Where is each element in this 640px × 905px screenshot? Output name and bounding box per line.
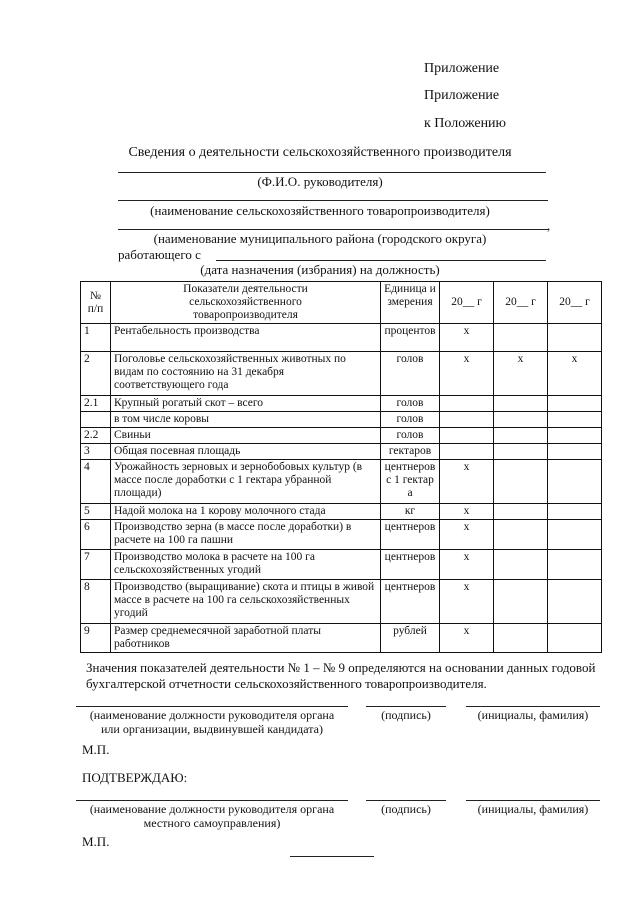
row-indicator: в том числе коровы: [111, 412, 381, 428]
appendix-reference: к Положению: [424, 116, 507, 131]
row-indicator: Размер среднемесячной заработной платы работников: [111, 624, 381, 653]
row-indicator: Надой молока на 1 корову молочного стада: [111, 504, 381, 520]
row-unit: рублей: [381, 624, 440, 653]
header-unit: Единица измерения: [381, 282, 440, 324]
row-year-2: [494, 444, 548, 460]
table-row: [81, 352, 602, 396]
row-year-1: х: [440, 460, 494, 504]
row-unit: центнеров с 1 гектара: [381, 460, 440, 504]
row-indicator: Свиньи: [111, 428, 381, 444]
row-year-2: [494, 580, 548, 624]
row-year-1: х: [440, 550, 494, 580]
row-indicator: Рентабельность производства: [111, 324, 381, 352]
row-year-2: [494, 624, 548, 653]
signature-line-1: [366, 706, 446, 707]
district-caption: (наименование муниципального района (городского округа): [153, 231, 487, 246]
row-num: 7: [81, 550, 111, 580]
indicators-table: [80, 281, 602, 653]
row-year-3: [548, 396, 602, 412]
table-row: [81, 396, 602, 412]
row-num: 8: [81, 580, 111, 624]
row-indicator: Поголовье сельскохозяйственных животных по видам по состоянию на 31 декабря соответствующего года: [111, 352, 381, 396]
row-year-1: [440, 396, 494, 412]
document-title: Сведения о деятельности сельскохозяйственного производителя: [128, 145, 512, 160]
header-year-2: 20__ г: [494, 282, 548, 324]
comma-mark: ,: [547, 218, 551, 233]
row-indicator: Общая посевная площадь: [111, 444, 381, 460]
header-year-1: 20__ г: [440, 282, 494, 324]
row-year-2: [494, 396, 548, 412]
row-year-1: х: [440, 352, 494, 396]
position-line-1: [76, 706, 348, 707]
row-unit: кг: [381, 504, 440, 520]
position-caption-2: (наименование должности руководителя органа местного самоуправления): [89, 802, 335, 830]
row-year-1: [440, 444, 494, 460]
row-indicator: Крупный рогатый скот – всего: [111, 396, 381, 412]
initials-line-2: [466, 800, 600, 801]
row-year-1: х: [440, 580, 494, 624]
row-year-3: [548, 428, 602, 444]
row-year-3: [548, 460, 602, 504]
row-num: 6: [81, 520, 111, 550]
row-year-2: х: [494, 352, 548, 396]
row-indicator: Производство зерна (в массе после доработки) в расчете на 100 га пашни: [111, 520, 381, 550]
signature-caption-2: (подпись): [381, 802, 431, 816]
table-row: [81, 504, 602, 520]
row-unit: голов: [381, 428, 440, 444]
row-unit: центнеров: [381, 550, 440, 580]
header-year-3: 20__ г: [548, 282, 602, 324]
row-year-1: х: [440, 520, 494, 550]
table-row: [81, 428, 602, 444]
row-year-2: [494, 550, 548, 580]
row-unit: процентов: [381, 324, 440, 352]
signature-caption-1: (подпись): [381, 708, 431, 722]
position-caption-1: (наименование должности руководителя органа или организации, выдвинувшей кандидата): [89, 708, 335, 736]
row-year-1: х: [440, 324, 494, 352]
row-year-3: [548, 412, 602, 428]
row-indicator: Производство молока в расчете на 100 га сельскохозяйственных угодий: [111, 550, 381, 580]
row-unit: центнеров: [381, 580, 440, 624]
row-year-3: [548, 504, 602, 520]
row-year-1: х: [440, 624, 494, 653]
table-row: [81, 324, 602, 352]
row-year-3: [548, 444, 602, 460]
row-num: 4: [81, 460, 111, 504]
row-num: 3: [81, 444, 111, 460]
fio-line: [118, 172, 546, 173]
initials-caption-1: (инициалы, фамилия): [477, 708, 589, 722]
row-indicator: Урожайность зерновых и зернобобовых культур (в массе после доработки с 1 гектара убранной площади): [111, 460, 381, 504]
row-year-2: [494, 324, 548, 352]
table-row: [81, 580, 602, 624]
appointment-caption: (дата назначения (избрания) на должность): [200, 262, 440, 277]
row-indicator: Производство (выращивание) скота и птицы в живой массе в расчете на 100 га сельскохозяйственных угодий: [111, 580, 381, 624]
table-row: [81, 520, 602, 550]
row-num: 5: [81, 504, 111, 520]
table-row: [81, 624, 602, 653]
row-unit: голов: [381, 412, 440, 428]
row-year-1: [440, 428, 494, 444]
stamp-place-1: М.П.: [82, 742, 110, 757]
row-num: 1: [81, 324, 111, 352]
producer-line: [118, 200, 548, 201]
row-year-3: х: [548, 352, 602, 396]
row-year-3: [548, 624, 602, 653]
producer-caption: (наименование сельскохозяйственного товаропроизводителя): [150, 203, 490, 218]
row-num: 2.2: [81, 428, 111, 444]
date-line: [216, 260, 546, 261]
footnote: Значения показателей деятельности № 1 – № 9 определяются на основании данных годовой бухгалтерской отчетности сельскохозяйственного товаропроизводителя.: [86, 660, 596, 691]
confirm-label: ПОДТВЕРЖДАЮ:: [82, 770, 188, 785]
initials-line-1: [466, 706, 600, 707]
row-unit: голов: [381, 352, 440, 396]
appendix-label-1: Приложение: [424, 61, 500, 76]
row-year-3: [548, 550, 602, 580]
row-unit: центнеров: [381, 520, 440, 550]
row-year-1: х: [440, 504, 494, 520]
table-row: [81, 412, 602, 428]
initials-caption-2: (инициалы, фамилия): [477, 802, 589, 816]
row-unit: гектаров: [381, 444, 440, 460]
table-header-row: [81, 282, 602, 324]
row-year-1: [440, 412, 494, 428]
signature-line-2: [366, 800, 446, 801]
row-year-3: [548, 324, 602, 352]
fio-caption: (Ф.И.О. руководителя): [257, 174, 383, 189]
row-num: [81, 412, 111, 428]
row-year-2: [494, 460, 548, 504]
row-year-2: [494, 412, 548, 428]
table-row: [81, 550, 602, 580]
row-num: 9: [81, 624, 111, 653]
row-unit: голов: [381, 396, 440, 412]
table-row: [81, 444, 602, 460]
closing-rule: [290, 856, 374, 857]
appendix-label-2: Приложение: [424, 88, 500, 103]
row-year-3: [548, 580, 602, 624]
header-num: № п/п: [81, 282, 111, 324]
table-row: [81, 460, 602, 504]
row-year-2: [494, 504, 548, 520]
stamp-place-2: М.П.: [82, 834, 110, 849]
position-line-2: [76, 800, 348, 801]
row-year-2: [494, 428, 548, 444]
header-indicator: Показатели деятельности сельскохозяйственного товаропроизводителя: [111, 282, 381, 324]
row-num: 2.1: [81, 396, 111, 412]
working-since-label: работающего с: [118, 247, 201, 262]
row-year-2: [494, 520, 548, 550]
district-line: [118, 229, 548, 230]
row-num: 2: [81, 352, 111, 396]
row-year-3: [548, 520, 602, 550]
